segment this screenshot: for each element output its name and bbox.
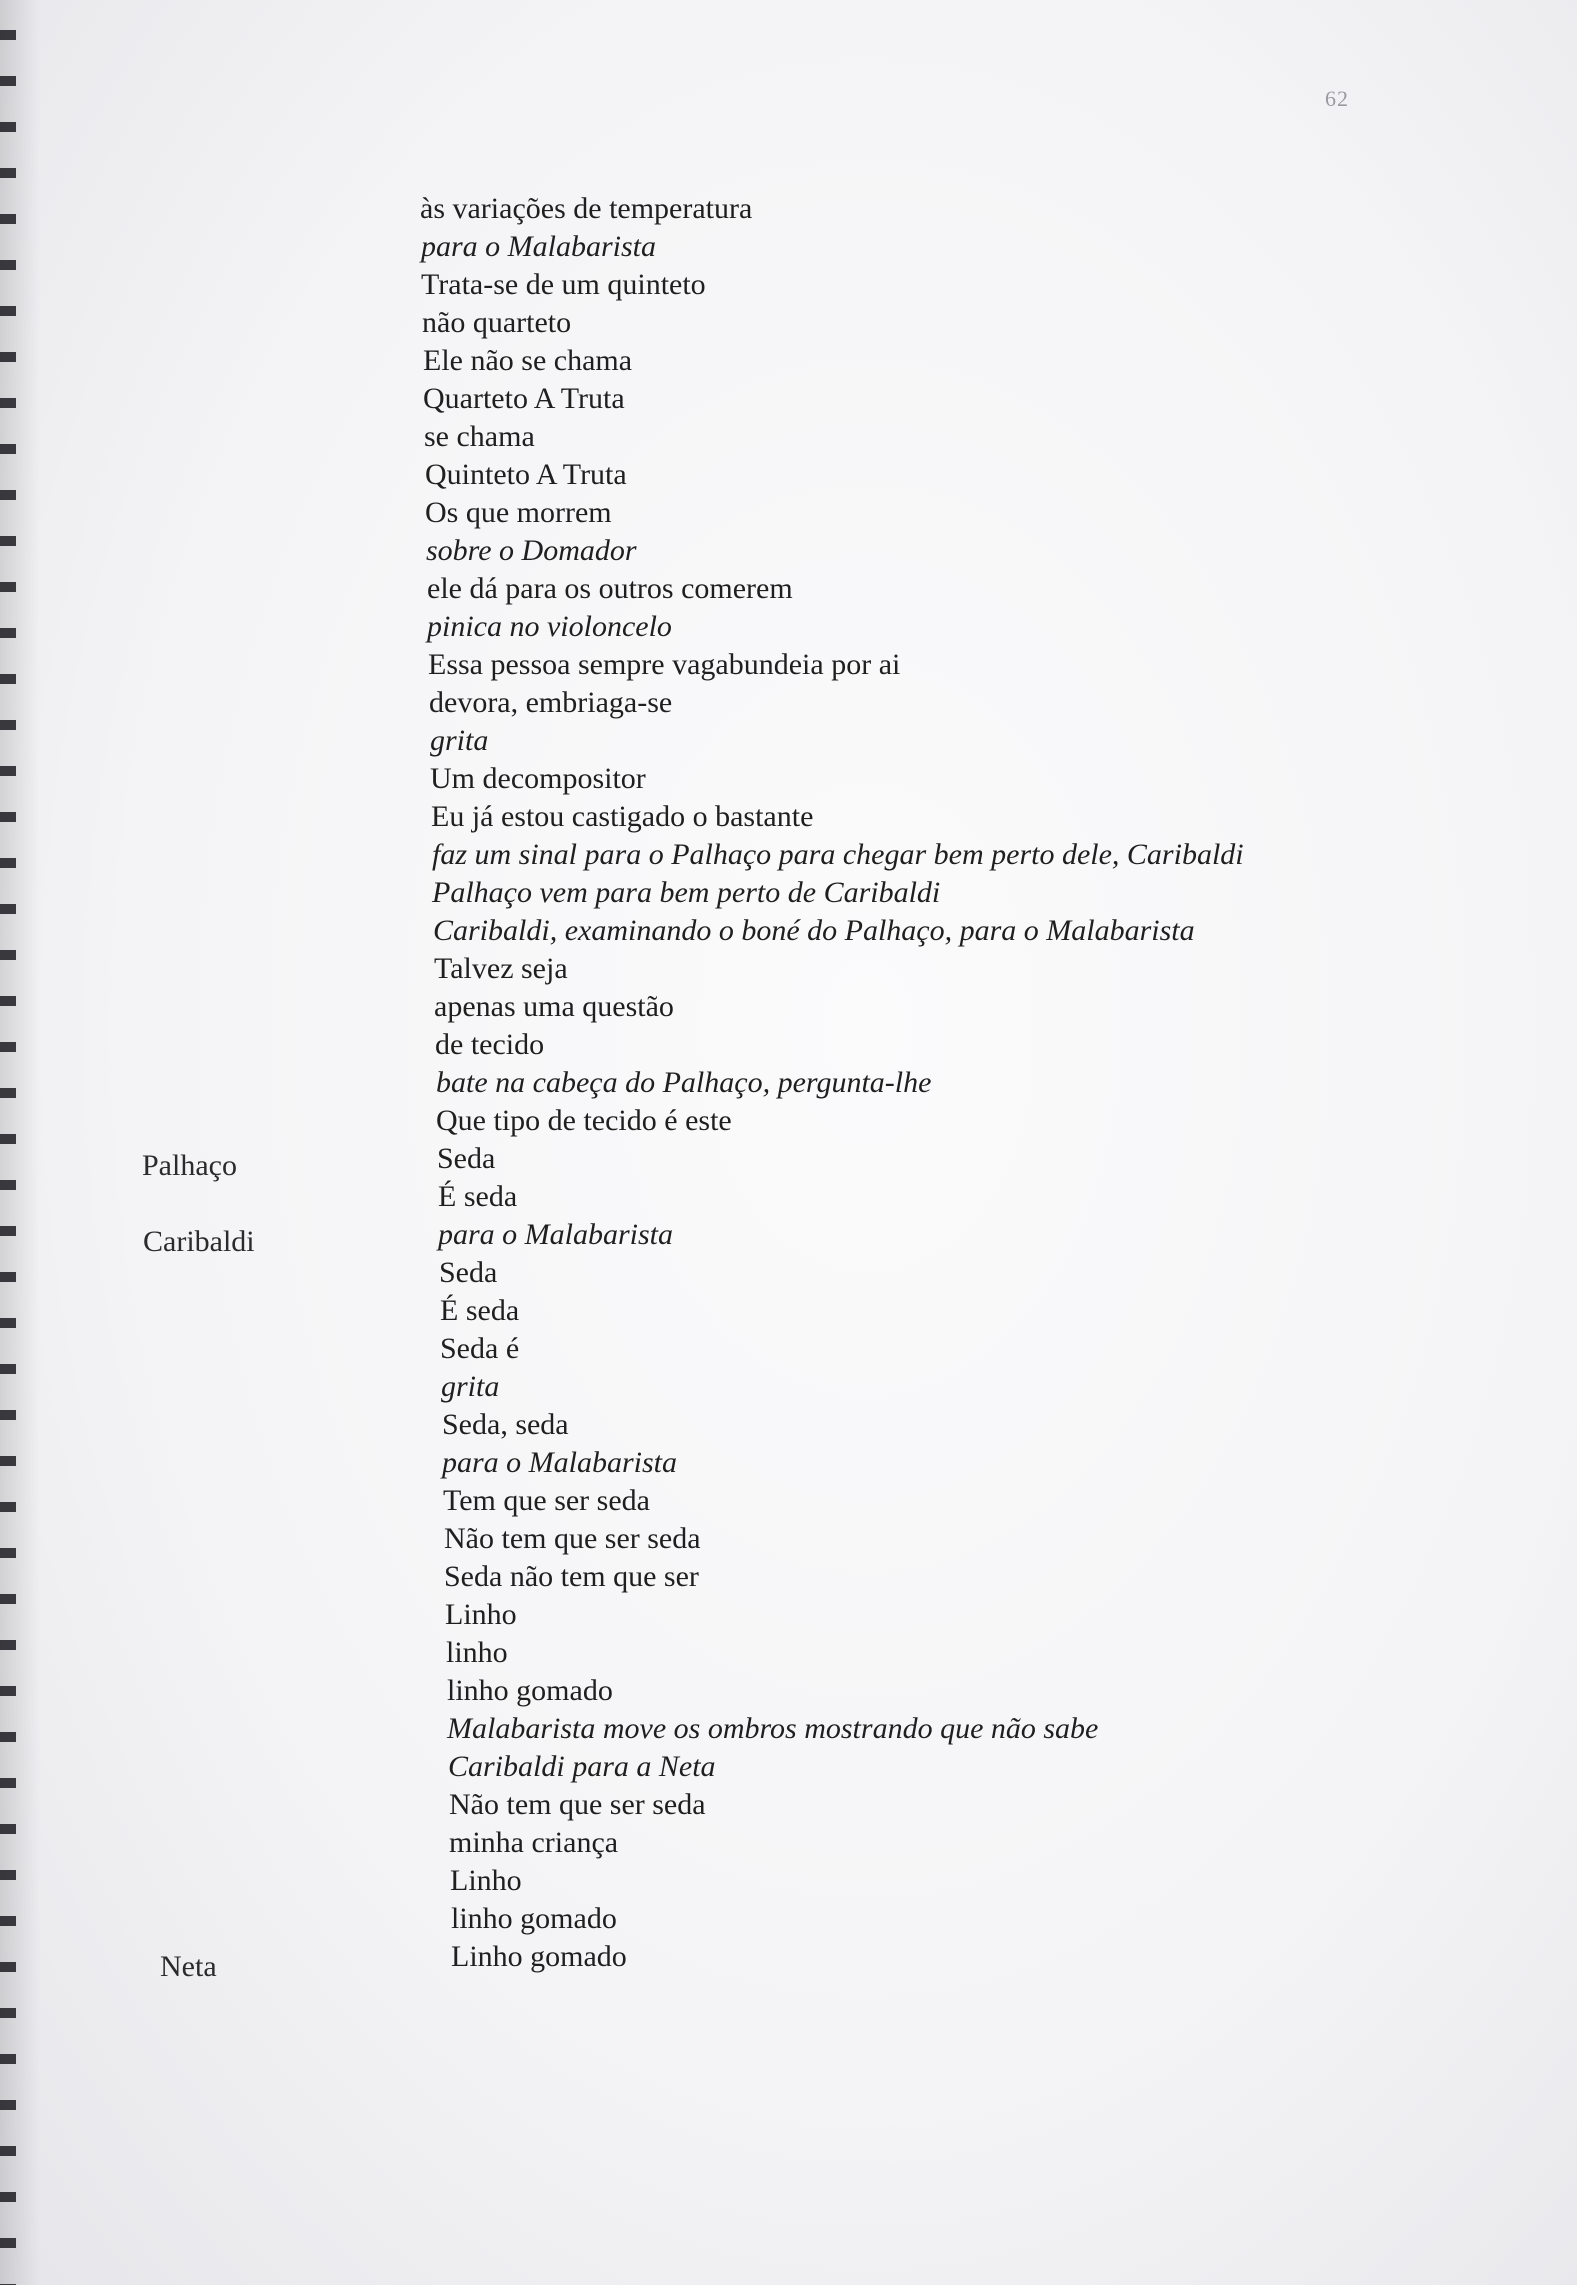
dialogue-line: Que tipo de tecido é este	[436, 1104, 732, 1137]
dialogue-line: Trata-se de um quinteto	[421, 268, 706, 301]
dialogue-line: minha criança	[449, 1826, 619, 1859]
dialogue-line: linho	[446, 1636, 508, 1669]
dialogue-line: Quarteto A Truta	[423, 382, 625, 415]
dialogue-line: Linho	[445, 1598, 517, 1631]
spiral-binding	[0, 0, 16, 2285]
dialogue-line: linho gomado	[447, 1674, 613, 1707]
stage-direction: para o Malabarista	[421, 230, 657, 263]
speaker-caribaldi: Caribaldi	[143, 1225, 255, 1258]
dialogue-line: linho gomado	[451, 1902, 617, 1935]
dialogue-line: Seda não tem que ser	[444, 1560, 699, 1593]
dialogue-line: Seda é	[440, 1332, 520, 1365]
stage-direction: Caribaldi, examinando o boné do Palhaço, para o Malabarista	[433, 914, 1195, 947]
stage-direction: pinica no violoncelo	[427, 610, 672, 643]
dialogue-line: Essa pessoa sempre vagabundeia por ai	[428, 648, 901, 681]
dialogue-line: Eu já estou castigado o bastante	[431, 800, 814, 833]
speaker-neta: Neta	[160, 1950, 217, 1983]
speaker-palhaco: Palhaço	[142, 1149, 237, 1182]
dialogue-line: de tecido	[435, 1028, 545, 1061]
dialogue-line: Talvez seja	[434, 952, 568, 985]
stage-direction: para o Malabarista	[442, 1446, 678, 1479]
stage-direction: Malabarista move os ombros mostrando que não sabe	[447, 1712, 1099, 1745]
stage-direction: Caribaldi para a Neta	[448, 1750, 716, 1783]
dialogue-line: às variações de temperatura	[420, 192, 753, 225]
dialogue-line: Quinteto A Truta	[425, 458, 627, 491]
dialogue-line: Não tem que ser seda	[449, 1788, 706, 1821]
dialogue-lines	[420, 190, 1500, 1976]
dialogue-line: devora, embriaga-se	[429, 686, 673, 719]
stage-direction: faz um sinal para o Palhaço para chegar bem perto dele, Caribaldi	[432, 838, 1244, 871]
dialogue-line: ele dá para os outros comerem	[427, 572, 793, 605]
dialogue-line: Linho gomado	[451, 1940, 627, 1973]
stage-direction: sobre o Domador	[426, 534, 637, 567]
dialogue-line: Seda	[439, 1256, 498, 1289]
dialogue-line: se chama	[424, 420, 535, 453]
dialogue-line: É seda	[440, 1294, 520, 1327]
dialogue-line: apenas uma questão	[434, 990, 674, 1023]
dialogue-line: Seda, seda	[442, 1408, 569, 1441]
dialogue-line: Os que morrem	[425, 496, 612, 529]
stage-direction: grita	[441, 1370, 500, 1403]
stage-direction: Palhaço vem para bem perto de Caribaldi	[432, 876, 941, 909]
dialogue-line: não quarteto	[422, 306, 572, 339]
dialogue-line: Ele não se chama	[423, 344, 633, 377]
stage-direction: grita	[430, 724, 489, 757]
dialogue-line: Não tem que ser seda	[444, 1522, 701, 1555]
stage-direction: para o Malabarista	[438, 1218, 674, 1251]
dialogue-line: Seda	[437, 1142, 496, 1175]
dialogue-line: Linho	[450, 1864, 522, 1897]
dialogue-line: Um decompositor	[430, 762, 646, 795]
page-number: 62	[1325, 86, 1349, 111]
dialogue-line: Tem que ser seda	[443, 1484, 650, 1517]
stage-direction: bate na cabeça do Palhaço, pergunta-lhe	[436, 1066, 932, 1099]
dialogue-line: É seda	[438, 1180, 518, 1213]
